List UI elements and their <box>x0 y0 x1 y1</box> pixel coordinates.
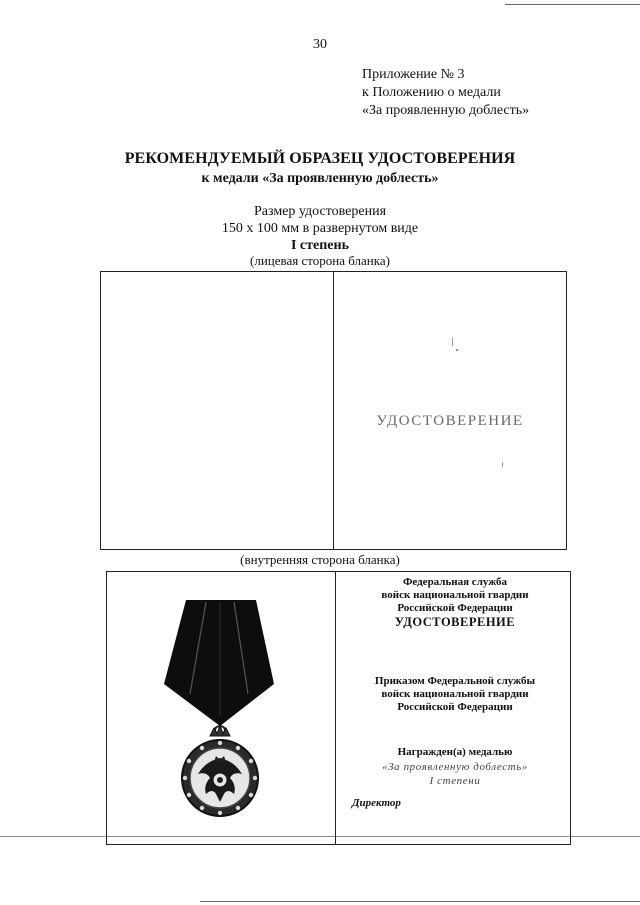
appendix-word-4: медали <box>458 85 501 100</box>
inner-awarded: Награжден(а) медалью <box>397 746 513 758</box>
front-side-label: (лицевая сторона бланка) <box>250 253 390 268</box>
scan-line-top <box>505 4 640 5</box>
medal-image <box>160 598 278 820</box>
inner-medal-name: «За проявленную доблесть» <box>381 761 528 773</box>
medal-ribbon <box>164 600 274 726</box>
size-info-line-2: 150 х 100 мм в развернутом виде <box>221 221 419 236</box>
appendix-word-3: о <box>447 85 455 100</box>
inner-org-line-3: Российской Федерации <box>397 602 513 614</box>
inner-doc-title: УДОСТОВЕРЕНИЕ <box>394 615 516 629</box>
inner-order-line-2: войск национальной гвардии <box>381 688 529 700</box>
appendix-line-1: Приложение № 3 <box>362 67 465 82</box>
page-number: 30 <box>313 37 327 52</box>
inner-org-line-1: Федеральная служба <box>402 576 508 588</box>
cover-title: УДОСТОВЕРЕНИЕ <box>376 413 524 429</box>
inner-medal-degree: I степени <box>429 775 481 787</box>
appendix-line-2 <box>362 84 576 102</box>
scan-speck <box>456 349 458 351</box>
appendix-word-1: к <box>362 85 369 100</box>
scan-speck <box>452 338 453 346</box>
appendix-line-3: «За проявленную доблесть» <box>362 103 530 118</box>
scan-line-bottom <box>200 901 640 902</box>
inner-order-line-1: Приказом Федеральной службы <box>374 675 536 687</box>
document-subtitle: к медали «За проявленную доблесть» <box>201 171 439 186</box>
front-side-fold <box>333 271 334 550</box>
document-title: РЕКОМЕНДУЕМЫЙ ОБРАЗЕЦ УДОСТОВЕРЕНИЯ <box>124 150 516 167</box>
scan-speck <box>502 462 503 467</box>
inner-org-line-2: войск национальной гвардии <box>381 589 529 601</box>
inner-director-label: Директор <box>352 797 401 809</box>
inner-side-label: (внутренняя сторона бланка) <box>240 552 400 567</box>
appendix-word-2: Положению <box>372 85 445 100</box>
degree-label: I степень <box>290 238 349 253</box>
size-info-line-1: Размер удостоверения <box>253 204 387 219</box>
inner-order-line-3: Российской Федерации <box>397 701 513 713</box>
inner-side-fold <box>335 571 336 845</box>
